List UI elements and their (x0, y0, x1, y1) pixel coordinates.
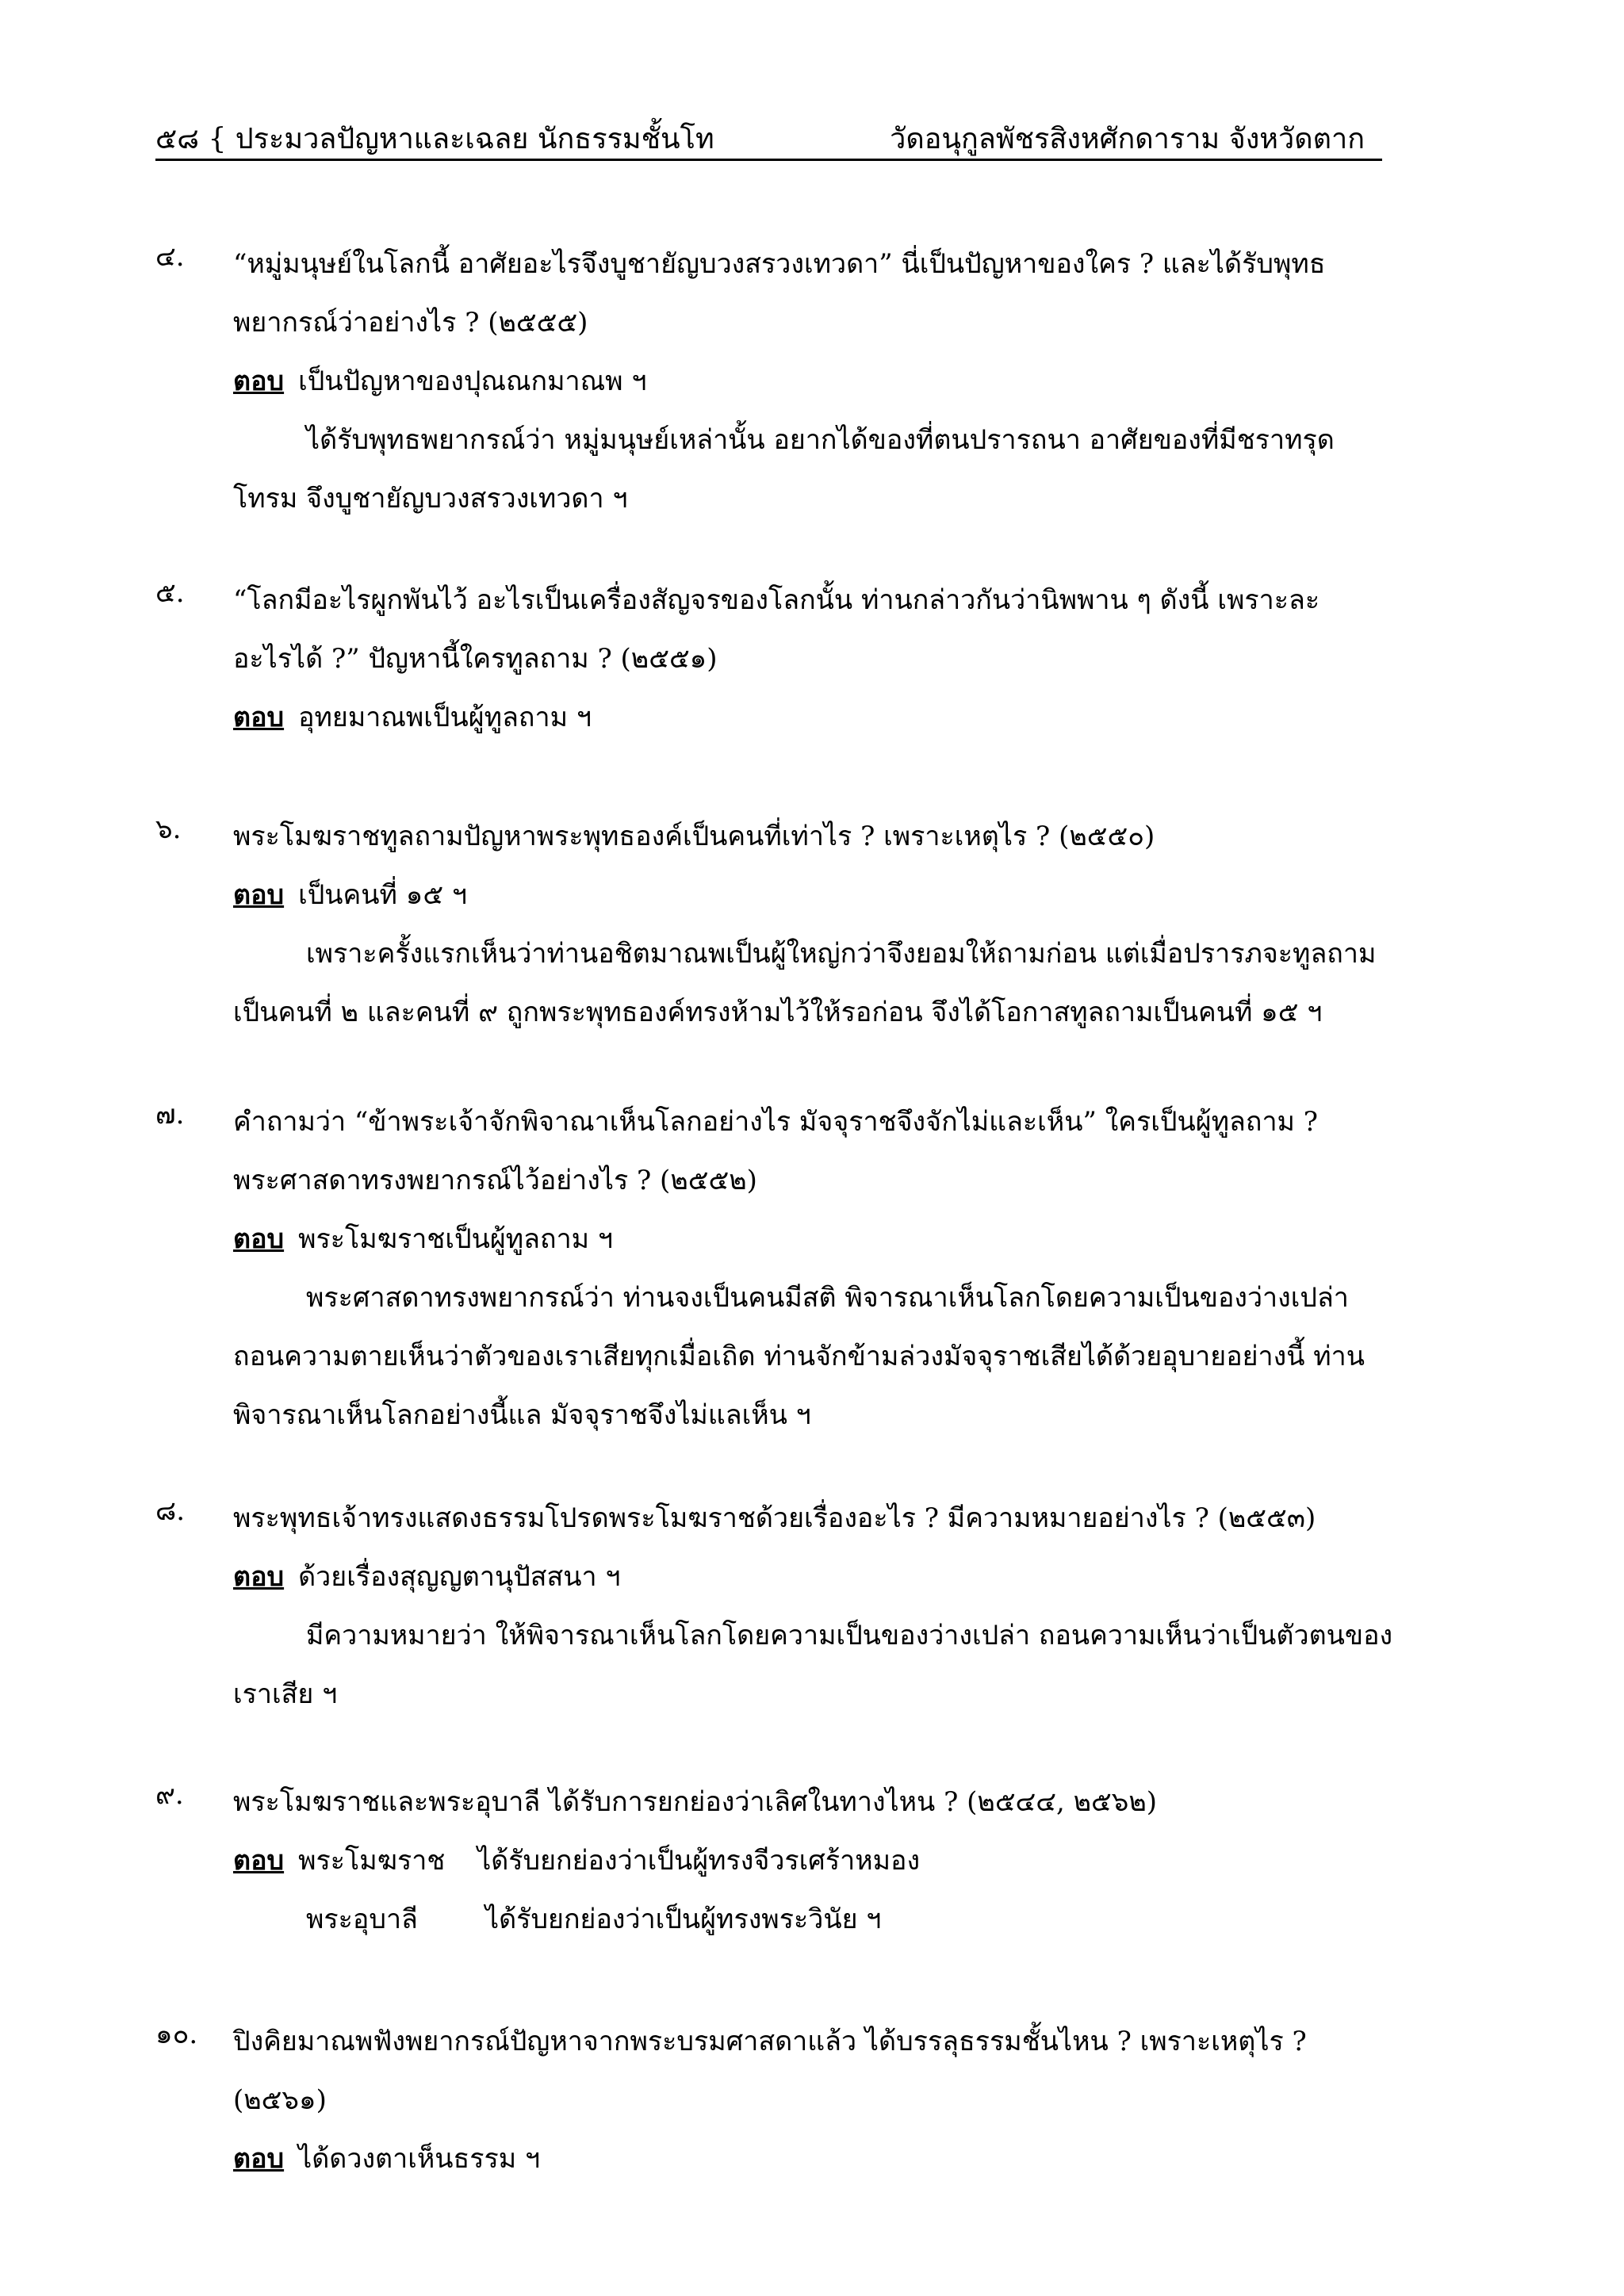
answer-line (233, 688, 1408, 747)
answer-line (233, 866, 1408, 924)
answer-text: มีความหมายว่า ให้พิจารณาเห็นโลกโดยความเป็นของว่างเปล่า ถอนความเห็นว่าเป็นตัวตนของ (306, 1620, 1393, 1651)
answer-text: พระโมฆราชเป็นผู้ทูลถาม ฯ (298, 1223, 613, 1255)
answer-text: เป็นปัญหาของปุณณกมาณพ ฯ (298, 365, 647, 397)
answer-text: พระศาสดาทรงพยากรณ์ว่า ท่านจงเป็นคนมีสติ พิจารณาเห็นโลกโดยความเป็นของว่างเปล่า (306, 1282, 1349, 1314)
answer-monk-name: พระโมฆราช (298, 1845, 446, 1877)
answer-line (233, 352, 1408, 411)
question-text: คำถามว่า “ข้าพระเจ้าจักพิจาณาเห็นโลกอย่างไร มัจจุราชจึงจักไม่และเห็น” ใครเป็นผู้ทูลถาม ? (233, 1106, 1318, 1138)
question-text: พระพุทธเจ้าทรงแสดงธรรมโปรดพระโมฆราชด้วยเรื่องอะไร ? มีความหมายอย่างไร ? (๒๕๕๓) (233, 1502, 1316, 1534)
answer-text: ได้รับพุทธพยากรณ์ว่า หมู่มนุษย์เหล่านั้น อยากได้ของที่ตนปรารถนา อาศัยของที่มีชราทรุด (306, 424, 1335, 456)
page-header (155, 109, 1382, 161)
answer-label: ตอบ (233, 2143, 285, 2175)
answer-label: ตอบ (233, 879, 285, 911)
question-text: อะไรได้ ?” ปัญหานี้ใครทูลถาม ? (๒๕๕๑) (233, 643, 718, 675)
question-text: “หมู่มนุษย์ในโลกนี้ อาศัยอะไรจึงบูชายัญบวงสรวงเทวดา” นี่เป็นปัญหาของใคร ? และได้รับพุทธ (233, 248, 1326, 280)
question-text: ปิงคิยมาณพฟังพยากรณ์ปัญหาจากพระบรมศาสดาแล้ว ได้บรรลุธรรมชั้นไหน ? เพราะเหตุไร ? (233, 2026, 1307, 2057)
question-text: พระโมฆราชและพระอุบาลี ได้รับการยกย่องว่าเลิศในทางไหน ? (๒๕๔๔, ๒๕๖๒) (233, 1786, 1158, 1818)
answer-monk-name: พระอุบาลี (306, 1904, 418, 1935)
question-text: (๒๕๖๑) (233, 2084, 327, 2116)
answer-text: เป็นคนที่ ๑๕ ฯ (298, 879, 467, 911)
question-text: พยากรณ์ว่าอย่างไร ? (๒๕๕๕) (233, 307, 588, 339)
answer-line (233, 1548, 1408, 1606)
answer-label: ตอบ (233, 1845, 285, 1877)
answer-line (233, 2130, 1408, 2188)
header-book-title: ๕๘ { ประมวลปัญหาและเฉลย นักธรรมชั้นโท (155, 123, 714, 155)
question-number: ๑๐. (155, 2019, 198, 2050)
answer-label: ตอบ (233, 1561, 285, 1593)
answer-line (233, 1831, 1408, 1890)
answer-label: ตอบ (233, 1223, 285, 1255)
question-text: พระศาสดาทรงพยากรณ์ไว้อย่างไร ? (๒๕๕๒) (233, 1165, 757, 1196)
answer-text: ได้ดวงตาเห็นธรรม ฯ (298, 2143, 541, 2175)
answer-text: ด้วยเรื่องสุญญตานุปัสสนา ฯ (298, 1561, 621, 1593)
answer-label: ตอบ (233, 702, 285, 733)
answer-text: ถอนความตายเห็นว่าตัวของเราเสียทุกเมื่อเถิด ท่านจักข้ามล่วงมัจจุราชเสียได้ด้วยอุบายอย่างนี้ ท่าน (233, 1341, 1365, 1372)
question-number: ๖. (155, 813, 182, 845)
answer-text: อุทยมาณพเป็นผู้ทูลถาม ฯ (298, 702, 592, 733)
answer-label: ตอบ (233, 365, 285, 397)
answer-text: ได้รับยกย่องว่าเป็นผู้ทรงจีวรเศร้าหมอง (477, 1845, 921, 1877)
answer-text: เป็นคนที่ ๒ และคนที่ ๙ ถูกพระพุทธองค์ทรงห้ามไว้ให้รอก่อน จึงได้โอกาสทูลถามเป็นคนที่ ๑๕ ฯ (233, 997, 1323, 1028)
question-number: ๗. (155, 1099, 185, 1131)
answer-text: เพราะครั้งแรกเห็นว่าท่านอชิตมาณพเป็นผู้ใหญ่กว่าจึงยอมให้ถามก่อน แต่เมื่อปรารภจะทูลถาม (306, 938, 1377, 970)
question-text: พระโมฆราชทูลถามปัญหาพระพุทธองค์เป็นคนที่เท่าไร ? เพราะเหตุไร ? (๒๕๕๐) (233, 821, 1155, 852)
question-number: ๕. (155, 577, 185, 609)
question-number: ๘. (155, 1495, 186, 1527)
answer-line (233, 1890, 1408, 1949)
question-number: ๙. (155, 1779, 184, 1811)
question-number: ๔. (155, 241, 185, 273)
answer-line (233, 1210, 1408, 1269)
answer-text: ได้รับยกย่องว่าเป็นผู้ทรงพระวินัย ฯ (485, 1904, 882, 1935)
question-text: “โลกมีอะไรผูกพันไว้ อะไรเป็นเครื่องสัญจรของโลกนั้น ท่านกล่าวกันว่านิพพาน ๆ ดังนี้ เพราะละ (233, 584, 1320, 616)
header-temple-name: วัดอนุกูลพัชรสิงหศักดาราม จังหวัดตาก (890, 123, 1365, 155)
answer-text: โทรม จึงบูชายัญบวงสรวงเทวดา ฯ (233, 483, 628, 515)
answer-text: เราเสีย ฯ (233, 1678, 338, 1710)
answer-text: พิจารณาเห็นโลกอย่างนี้แล มัจจุราชจึงไม่แลเห็น ฯ (233, 1399, 811, 1431)
